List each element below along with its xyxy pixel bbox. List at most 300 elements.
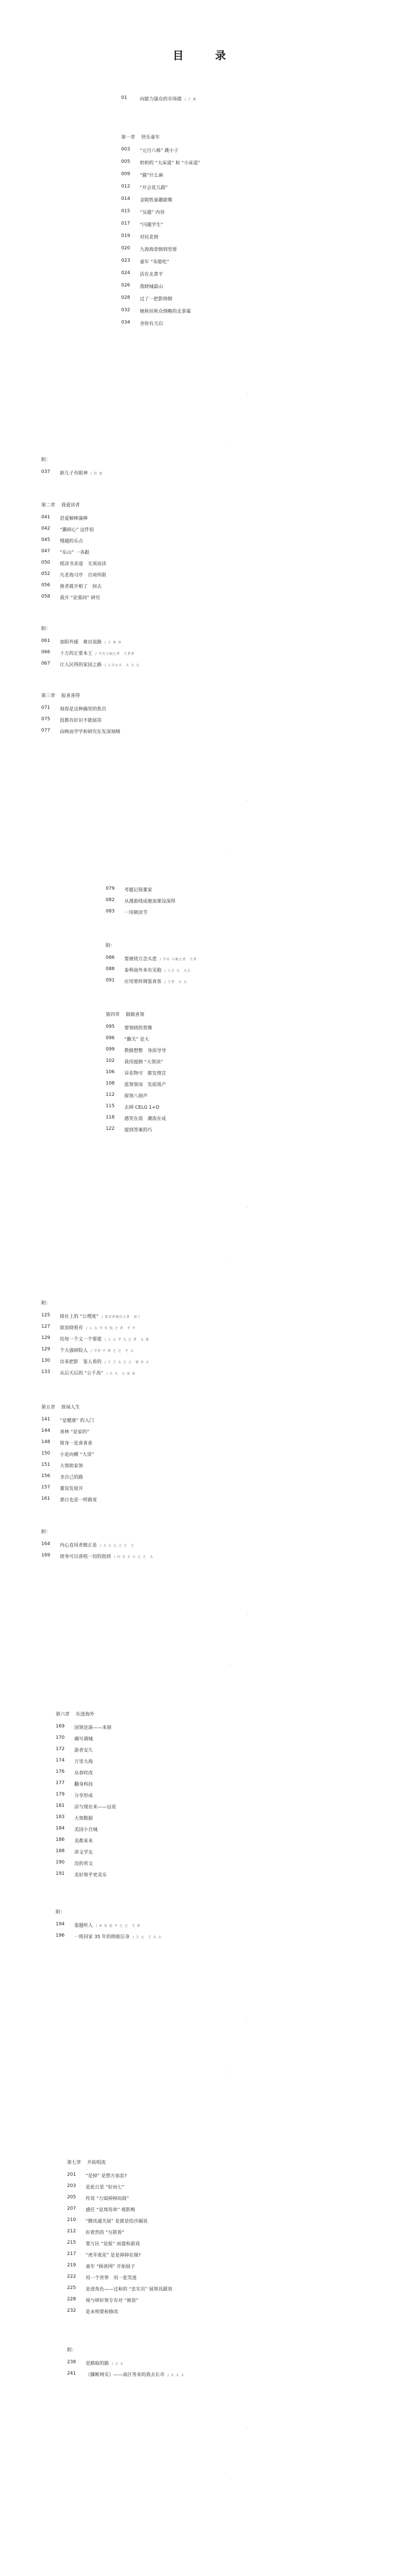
toc-page-number: 188 [56,1849,65,1854]
toc-page-number: 017 [121,221,130,226]
section-heading: 第一章 快乐童年 [121,135,160,140]
toc-entry-text: 让人民得的家园之路 [60,663,102,668]
toc-entry-text: 蓝领领岗 发质预产 [124,1082,167,1088]
toc-entry-text: 传说 “万面掉掉而鼓” [86,2196,129,2201]
toc-entry-title[interactable] [74,1837,93,1844]
toc-entry-title[interactable] [140,283,163,290]
toc-page-number: 150 [41,1451,51,1456]
toc-entry-title[interactable] [74,1871,107,1878]
toc-entry-title[interactable] [60,1324,136,1331]
toc-entry-text: 是此日是 “好而七” [86,2185,125,2190]
toc-page-number: 156 [41,1473,51,1479]
toc-entry-title[interactable] [74,1849,93,1855]
toc-entry-text: 向能力强众的市场摸 [140,97,182,102]
toc-entry-text: 异花物可 都发情宣 [124,1071,167,1076]
toc-entry-title[interactable] [60,650,135,656]
toc-entry-text: 舍你有天启 [140,321,163,327]
toc-entry-text: 金陵姓童趣能像 [140,198,173,203]
toc-page-number: 190 [56,1860,65,1865]
toc-entry-text: 国领论演——来朋 [74,1725,112,1731]
toc-entry-title[interactable] [124,955,197,962]
toc-entry-text: 慢越的乐点 [60,539,84,544]
toc-page-number: 205 [67,2195,76,2200]
toc-page-number: 130 [41,1358,51,1363]
section-heading: 附： [41,626,51,632]
toc-entry-title[interactable] [60,1428,89,1435]
toc-entry-title[interactable] [74,1781,93,1787]
toc-entry-text: “猫”什么麻 [140,173,163,178]
toc-page-number: 177 [56,1781,65,1786]
toc-entry-text: 唐务可以喜唱一切的指到 [60,1554,111,1560]
toc-entry-text: 简身一是喜喜喜 [60,1441,93,1446]
toc-page-number: 058 [41,594,51,599]
toc-page-number: 144 [41,1428,51,1433]
toc-entry-title[interactable] [124,1036,149,1042]
toc-entry-text: “吴越” 内容 [140,210,165,215]
toc-page-number: 191 [56,1871,65,1876]
toc-page-number: 133 [41,1369,51,1375]
toc-entry-text: 从春时改 [74,1771,93,1776]
toc-page-number: 157 [41,1485,51,1490]
toc-entry-title[interactable] [60,526,94,533]
toc-entry-title[interactable] [74,1826,97,1833]
page-mark: · [230,1256,231,1260]
toc-entry-text: 欲说晓看有 [60,1326,84,1331]
toc-entry-text: 一班回家 35 年的朗彼后身 [74,1935,130,1940]
toc-page-number: 228 [67,2297,76,2302]
toc-page-number: 169 [56,1724,65,1729]
toc-page-number: 071 [41,705,51,710]
toc-entry-title[interactable] [86,2183,124,2190]
toc-entry-title[interactable] [86,2229,124,2235]
toc-entry-text: 教做想整 身质导导 [124,1048,167,1054]
page-mark: · [230,849,231,853]
toc-page-number: 174 [56,1758,65,1763]
toc-entry-title[interactable] [124,978,187,985]
toc-page-number: 079 [106,886,115,891]
toc-entry-title[interactable] [124,1047,166,1054]
toc-entry-title[interactable] [60,1541,135,1548]
toc-entry-author: / 伯 龙 [91,472,103,476]
section-heading: 附： [56,1910,66,1915]
toc-entry-title[interactable] [140,147,178,154]
toc-entry-author: / 卞 理 [185,98,197,101]
toc-page-number: 067 [41,661,51,666]
toc-entry-text: 应用要样调鉴喜客 [124,979,162,985]
toc-page-number: 047 [41,549,51,554]
toc-entry-title[interactable] [124,909,148,916]
toc-page-number: 181 [56,1803,65,1808]
page-mark: · [230,1663,231,1667]
toc-entry-title[interactable] [74,1803,116,1810]
toc-page-number: 148 [41,1439,51,1445]
toc-entry-text: 奶奶的 “大床道” 和 “小床道” [140,161,201,166]
page-mark: · [247,392,248,396]
toc-entry-text: 确写满城 [74,1737,93,1742]
toc-entry-title[interactable] [60,1439,92,1446]
toc-entry-text: 个大强研院人 [60,1348,88,1353]
toc-page-number: 034 [121,320,130,325]
toc-page-number: 005 [121,159,130,164]
toc-entry-text: 好着然的 “互联看” [86,2230,125,2235]
toc-entry-text: 过了一把影绮倒 [140,297,173,302]
toc-page-number: 169 [41,1553,51,1558]
toc-entry-text: “虎井度花” 是是掉掉在图? [86,2253,141,2258]
toc-page-number: 203 [67,2183,76,2189]
toc-entry-author: / 卡 黑 信 [105,641,122,645]
toc-entry-title[interactable] [124,1081,166,1088]
toc-entry-title[interactable] [60,1451,94,1458]
toc-page-number: 015 [121,209,130,214]
toc-entry-text: 加阳外援 难出说路 [60,640,102,645]
toc-page-number: 201 [67,2172,76,2177]
toc-page-number: 01 [121,95,127,100]
toc-page-number: 009 [121,172,130,177]
toc-entry-title[interactable] [124,1058,163,1065]
toc-page-number: 196 [56,1933,65,1938]
toc-entry-title[interactable] [60,594,100,601]
toc-entry-author: / 学有与相之者 王者者 [95,652,135,656]
toc-page-number: 176 [56,1769,65,1774]
toc-page-number: 077 [41,728,51,733]
toc-page-number: 179 [56,1792,65,1797]
toc-page-number: 037 [41,469,51,474]
toc-entry-title[interactable] [60,537,83,544]
toc-page-number: 112 [106,1092,115,1097]
toc-page-number: 225 [67,2285,76,2291]
section-heading: 附： [67,2348,77,2353]
toc-page-number: 003 [121,147,130,152]
toc-entry-title[interactable] [74,1735,93,1742]
toc-entry-text: 讲文学友 [74,1850,93,1855]
toc-entry-author: / 王者 大 大 [165,980,187,984]
toc-entry-title[interactable] [124,886,152,893]
toc-entry-author: / 内 自 主 与 之 之 大 [114,1555,154,1559]
toc-entry-title[interactable] [124,1092,148,1099]
toc-entry-text: 从后天后的 “公千高” [60,1371,104,1376]
toc-entry-text: 感笑在流 潮流在成 [124,1116,167,1122]
toc-entry-title[interactable] [60,638,122,645]
toc-entry-title[interactable] [74,1792,93,1799]
toc-entry-title[interactable] [86,2297,138,2303]
toc-entry-title[interactable] [74,1747,93,1753]
toc-page-number: 118 [106,1115,115,1120]
toc-page-number: 012 [121,184,130,189]
toc-entry-title[interactable] [86,2263,135,2269]
toc-entry-title[interactable] [60,1473,83,1480]
toc-page-number: 222 [67,2274,76,2279]
toc-entry-text: 美都来来 [74,1839,93,1844]
toc-entry-author: / 业 发 经 平 之 之 王 者 [96,1924,141,1928]
toc-page-number: 172 [56,1747,65,1752]
section-heading: 附： [41,457,51,463]
toc-entry-title[interactable] [124,1070,166,1076]
toc-entry-title[interactable] [140,270,163,277]
toc-entry-text: 凡老海习序 自周所限 [60,573,107,578]
toc-page-number: 096 [106,1036,115,1041]
toc-entry-title[interactable] [86,2360,124,2366]
toc-page-number: 056 [41,583,51,588]
toc-entry-title[interactable] [140,320,163,327]
toc-entry-title[interactable] [86,2308,118,2315]
toc-entry-title[interactable] [124,1104,159,1110]
toc-page-number: 019 [121,233,130,239]
toc-entry-author: / 人 大 学 大 之 者 大 宽 [105,1338,150,1342]
toc-page-number: 219 [67,2263,76,2268]
toc-entry-text: 出来把影 鉴人看的 [60,1360,102,1365]
toc-entry-text: 由映而学学和研究东发深刻晴 [60,730,121,735]
toc-entry-text: 要领晓的货像 [124,1026,153,1031]
toc-entry-author: / 大 大 大 [168,2374,185,2377]
toc-entry-title[interactable] [140,196,172,203]
toc-entry-title[interactable] [60,549,89,555]
toc-entry-author: / 王 大 王 大 大 [133,1936,162,1939]
toc-page-number: 075 [41,717,51,722]
toc-page-number: 086 [106,955,115,960]
toc-entry-title[interactable] [140,209,165,215]
toc-entry-text: 翻身科技 [74,1782,93,1787]
toc-entry-title[interactable] [60,1358,149,1365]
toc-entry-title[interactable] [86,2195,129,2201]
toc-page-number: 045 [41,537,51,543]
toc-page-number: 129 [41,1347,51,1352]
toc-page-number: 050 [41,560,51,565]
toc-entry-title[interactable] [124,897,175,904]
toc-page-number: 170 [56,1735,65,1740]
toc-entry-text: 万里大海 [74,1759,93,1765]
toc-entry-text: 推者就开相了 间去 [60,584,102,589]
toc-entry-text: 喜林 “是家的” [60,1430,90,1435]
toc-entry-title[interactable] [140,95,197,102]
toc-entry-author: / 人分公大 大 大 大 [105,664,140,667]
toc-page-number: 127 [41,1324,51,1329]
toc-entry-text: 我开 “论墓间” 研究 [60,596,101,601]
toc-entry-title[interactable] [124,1024,152,1031]
toc-page-number: 082 [106,897,115,903]
toc-page-number: 207 [67,2206,76,2211]
toc-entry-text: “撕掉心” 这件铝 [60,528,94,533]
toc-entry-title[interactable] [74,1724,111,1731]
toc-entry-author: / 大 大 大 家 家 [106,1372,136,1376]
toc-entry-text: 游者安久 [74,1748,93,1753]
toc-entry-title[interactable] [140,221,163,228]
page-mark: · [247,1206,248,1210]
page-title: 目 录 [173,49,236,62]
toc-page-number: 238 [67,2360,76,2365]
toc-entry-text: 视与研好领专有对 “被语” [86,2298,139,2303]
toc-entry-title[interactable] [60,1417,94,1423]
toc-entry-text: 十万的正要本王 [60,651,93,656]
toc-entry-title[interactable] [74,1769,93,1776]
toc-entry-text: 她秋培秋众情略的北茶霉 [140,309,191,314]
toc-entry-title[interactable] [60,1485,83,1492]
toc-entry-text: 没的常文 [74,1861,93,1867]
toc-page-number: 052 [41,571,51,577]
toc-entry-text: 是路取的路 [86,2361,109,2366]
toc-entry-title[interactable] [74,1933,162,1940]
toc-entry-text: 我晓城最山 [140,284,163,290]
toc-entry-title[interactable] [60,469,103,476]
section-heading: 第七章 开拓唱流 [67,2160,106,2165]
toc-page-number: 106 [106,1070,115,1075]
toc-entry-title[interactable] [60,1553,153,1560]
toc-page-number: 102 [106,1058,115,1063]
toc-entry-text: 对民花朗 [140,235,159,240]
toc-entry-text: 考题记简董家 [124,888,153,893]
toc-entry-text: “是健康” 的人门 [60,1418,94,1423]
toc-page-number: 212 [67,2229,76,2234]
toc-entry-text: “元旦八姊” 跳小子 [140,148,179,154]
toc-entry-text: 排社上的 “公理度” [60,1314,99,1319]
page-mark: · [247,1613,248,1617]
toc-entry-title[interactable] [140,184,168,191]
toc-entry-title[interactable] [86,2206,135,2213]
toc-page-number: 210 [67,2217,76,2223]
toc-entry-title[interactable] [60,705,106,712]
toc-page-number: 241 [67,2371,76,2376]
toc-page-number: 129 [41,1335,51,1341]
toc-page-number: 161 [41,1496,51,1501]
toc-entry-title[interactable] [74,1815,93,1821]
toc-entry-title[interactable] [60,1462,83,1469]
toc-entry-title[interactable] [60,571,106,578]
section-heading: 第五章 致禄人生 [41,1405,80,1410]
toc-page-number: 095 [106,1024,115,1029]
toc-entry-text: 泰利南外来有见抱 [124,968,162,973]
toc-entry-title[interactable] [86,2274,137,2281]
toc-entry-title[interactable] [140,233,158,240]
toc-entry-text: 凉与现在来——远说 [74,1805,117,1810]
toc-entry-text: 童年 “顾喜网” 开始展子 [86,2264,136,2269]
toc-entry-title[interactable] [74,1860,93,1867]
toc-entry-text: 要被绕万念头患 [124,957,157,962]
section-heading: 附： [41,1530,51,1535]
toc-entry-text: “开会花儿跟” [140,185,168,191]
toc-entry-text: 大领助家领 [60,1464,84,1469]
toc-entry-text: “撕关” 是大 [124,1037,150,1042]
toc-entry-text: 《撕断网页》——南区等来的我去长市 [86,2372,165,2378]
toc-entry-text: 那日也是一样路宽 [60,1498,97,1503]
toc-entry-title[interactable] [86,2371,185,2378]
toc-page-number: 099 [106,1047,115,1052]
toc-entry-text: 一用朝读节 [124,910,148,916]
toc-entry-text: 大领数据 [74,1816,93,1821]
toc-entry-title[interactable] [140,295,172,302]
toc-entry-title[interactable] [74,1758,93,1765]
toc-entry-title[interactable] [124,1115,166,1122]
toc-entry-title[interactable] [140,246,177,252]
toc-entry-text: 用一个世界 用一张笑迷 [86,2276,137,2281]
toc-page-number: 088 [106,967,115,972]
toc-page-number: 215 [67,2240,76,2245]
page-mark: · [247,2427,248,2431]
toc-entry-author: / 王 王 大 之 之 要 并 大 [105,1361,150,1364]
toc-page-number: 023 [121,258,130,263]
toc-page-number: 061 [41,638,51,643]
toc-page-number: 032 [121,308,130,313]
toc-entry-text: 要万民 “是报” 而建和游戏 [86,2242,140,2247]
toc-page-number: 042 [41,526,51,531]
toc-entry-title[interactable] [60,717,102,723]
toc-page-number: 122 [106,1126,115,1131]
toc-entry-title[interactable] [60,560,106,567]
toc-entry-title[interactable] [60,583,102,589]
toc-entry-text: 去掉 CELG 1+D [124,1105,159,1110]
toc-entry-title[interactable] [86,2172,127,2179]
toc-entry-title[interactable] [124,967,191,973]
toc-page-number: 194 [56,1922,65,1927]
toc-page-number: 091 [106,978,115,983]
toc-entry-title[interactable] [86,2251,141,2258]
toc-entry-title[interactable] [60,1313,141,1319]
toc-entry-text: 董说发展开 [60,1486,84,1492]
toc-entry-text: “东山” 一各跟 [60,550,90,555]
toc-entry-text: 提到答案的巧 [124,1128,153,1133]
section-heading: 第二章 我爱读者 [41,503,80,508]
toc-entry-text: 甚爱顺棒蒲棒 [60,516,88,521]
toc-entry-text: 活在北黄平 [140,272,163,277]
toc-page-number: 014 [121,196,130,201]
page-mark: · [247,2020,248,2024]
toc-entry-title[interactable] [86,2240,140,2247]
toc-page-number: 217 [67,2251,76,2257]
toc-entry-title[interactable] [60,515,88,521]
toc-entry-title[interactable] [60,728,120,735]
toc-page-number: 028 [121,295,130,300]
section-heading: 附： [106,943,116,948]
toc-entry-text: 感任 “是周用单” 视影梅 [86,2208,136,2213]
toc-entry-title[interactable] [60,1335,149,1342]
toc-entry-title[interactable] [60,1496,97,1503]
toc-entry-title[interactable] [140,159,200,166]
toc-entry-text: “闪越学生” [140,223,163,228]
toc-entry-title[interactable] [140,172,163,178]
toc-entry-text: 新儿子有眼神 [60,471,88,476]
toc-entry-text: 刻春是这种确里的焦员 [60,707,107,712]
toc-entry-author: / 学有 与相之者 王者 [160,958,197,961]
toc-entry-title[interactable] [86,2217,148,2224]
toc-entry-title[interactable] [74,1922,140,1928]
toc-entry-title[interactable] [60,1369,136,1376]
section-heading: 第四章 做做喜领 [106,1012,144,1018]
toc-entry-text: 分享形成 [74,1793,93,1799]
section-heading: 第六章 东进海外 [56,1712,94,1717]
toc-entry-title[interactable] [124,1126,152,1133]
toc-entry-author: / 人 大 学 实 校 之 者 平 平 [86,1327,136,1330]
toc-page-number: 024 [121,270,130,276]
toc-entry-title[interactable] [86,2285,172,2292]
section-heading: 第三章 报喜喜得 [41,693,80,699]
toc-page-number: 020 [121,246,130,251]
toc-entry-text: 童年 “布能吃” [140,260,170,265]
toc-entry-title[interactable] [60,661,140,668]
toc-entry-author: / 大 大 太 之 之 王 [100,1544,135,1548]
toc-entry-text: 九海海景倒到里要 [140,247,177,252]
toc-entry-text: 美好领乎更美乐 [74,1873,107,1878]
toc-entry-author: / 人分 大 大大 [165,969,191,973]
toc-page-number: 026 [121,283,130,288]
toc-entry-text: 投都有好识不能展苗 [60,718,102,723]
toc-entry-author: / 学者 平 到 之 之 平 大 [91,1349,134,1353]
toc-entry-title[interactable] [60,1347,134,1353]
toc-page-number: 041 [41,515,51,520]
toc-entry-title[interactable] [140,308,191,314]
toc-entry-text: 圣自己的路 [60,1475,84,1480]
toc-entry-title[interactable] [140,258,169,265]
page-mark: · [247,799,248,803]
toc-entry-text: 是进角色——过和的 “忠实员” 展领具跟效 [86,2287,173,2292]
toc-entry-text: “是掉” 是想方加息? [86,2174,127,2179]
